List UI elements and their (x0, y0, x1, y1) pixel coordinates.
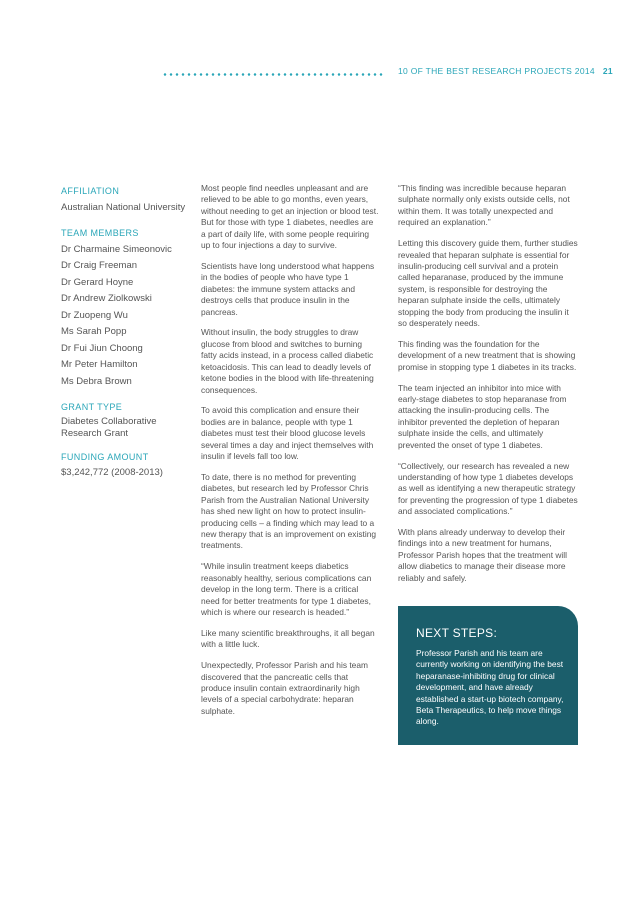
team-member: Dr Andrew Ziolkowski (61, 293, 152, 304)
next-steps-body: Professor Parish and his team are currently working on identifying the best heparanase-inhibiting drug for clinical development, and have already established a start-up biotech company, Beta Therapeutics, to help move things along. (416, 648, 564, 727)
paragraph: The team injected an inhibitor into mice with early-stage diabetes to stop heparanase from attacking the insulin-producing cells. The inhibitor prevented the depletion of heparan sulphate inside the cells, and ultimately prevented the onset of type 1 diabetes. (398, 382, 567, 450)
paragraph: Letting this discovery guide them, further studies revealed that heparan sulphate is essential for insulin-producing cell survival and a protein called heparanase, produced by the immune system, is responsible for destroying the heparan sulphate inside the cells, ultimately stopping the body from producing the insulin it so desperately needs. (398, 238, 578, 328)
paragraph: To avoid this complication and ensure their bodies are in balance, people with type 1 diabetes must test their blood glucose levels several times a day and inject themselves with insulin if levels fall too low. (201, 405, 374, 462)
paragraph: This finding was the foundation for the development of a new treatment that is showing promise in stopping type 1 diabetes in its tracks. (398, 338, 577, 372)
project-sidebar (61, 183, 193, 482)
paragraph: Like many scientific breakthroughs, it all began with a little luck. (201, 627, 375, 650)
header-title: 10 OF THE BEST RESEARCH PROJECTS 2014 (398, 66, 595, 76)
paragraph: With plans already underway to develop their findings into a new treatment for humans, Professor Parish hopes that the treatment will allow diabetics to manage their disease more reliably and safely. (398, 527, 567, 583)
paragraph: To date, there is no method for preventing diabetes, but research led by Professor Chris Parish from the Australian National University has shed new light on how to protect insulin-producing cells – a finding which may lead to a new therapy that is an improvement on existing treatments. (201, 471, 377, 551)
team-member: Dr Fui Jiun Choong (61, 342, 143, 354)
paragraph: Scientists have long understood what happens in the bodies of people who have type 1 diabetes: the immune system attacks and destroys cells that produce insulin in the pancreas. (201, 260, 375, 317)
grant-type-label: GRANT TYPE (61, 402, 123, 412)
quote-paragraph: “Collectively, our research has revealed a new understanding of how type 1 diabetes develops as well as identifying a new therapeutic strategy for preventing the progression of type 1 diabetes and associated complications.” (398, 460, 578, 517)
grant-type-value: Diabetes Collaborative Research Grant (61, 415, 157, 439)
team-member: Dr Charmaine Simeonovic (61, 243, 172, 255)
team-member: Mr Peter Hamilton (61, 359, 138, 370)
team-member: Ms Debra Brown (61, 375, 132, 387)
next-steps-title: NEXT STEPS: (416, 626, 498, 640)
running-header (398, 66, 613, 76)
quote-paragraph: “This finding was incredible because heparan sulphate normally only exists outside cells, not within them. It was totally unexpected and required an explanation.” (398, 183, 570, 228)
page-number: 21 (602, 66, 613, 76)
paragraph: Without insulin, the body struggles to draw glucose from blood and switches to burning fatty acids instead, in a process called diabetic ketoacidosis. This can lead to deadly levels of ketone bodies in the blood with life-threatening consequences. (201, 327, 374, 395)
team-members-label: TEAM MEMBERS (61, 228, 139, 238)
funding-amount-label: FUNDING AMOUNT (61, 451, 149, 462)
next-steps-box (398, 606, 578, 745)
team-member: Dr Craig Freeman (61, 260, 138, 271)
team-member: Ms Sarah Popp (61, 326, 127, 337)
affiliation-value: Australian National University (61, 201, 186, 213)
quote-paragraph: “While insulin treatment keeps diabetics reasonably healthy, serious complications can develop in the long term. There is a critical need for better treatments for type 1 diabetes, which is where our research is headed.” (201, 561, 372, 617)
affiliation-label: AFFILIATION (61, 186, 120, 196)
funding-amount-value: $3,242,772 (2008-2013) (61, 467, 163, 478)
dotted-rule (162, 73, 384, 76)
article-column-1 (201, 183, 379, 727)
team-member: Dr Gerard Hoyne (61, 276, 134, 288)
paragraph: Most people find needles unpleasant and are relieved to be able to go months, even years, without needing to get an injection or blood test. But for those with type 1 diabetes, needles are a part of daily life, with some people requiring up to four injections a day to survive. (201, 183, 379, 251)
team-member: Dr Zuopeng Wu (61, 309, 128, 321)
paragraph: Unexpectedly, Professor Parish and his team discovered that the pancreatic cells that produce insulin contain extraordinarily high levels of a special carbohydrate: heparan sulphate. (201, 660, 368, 716)
article-column-2 (398, 183, 578, 594)
